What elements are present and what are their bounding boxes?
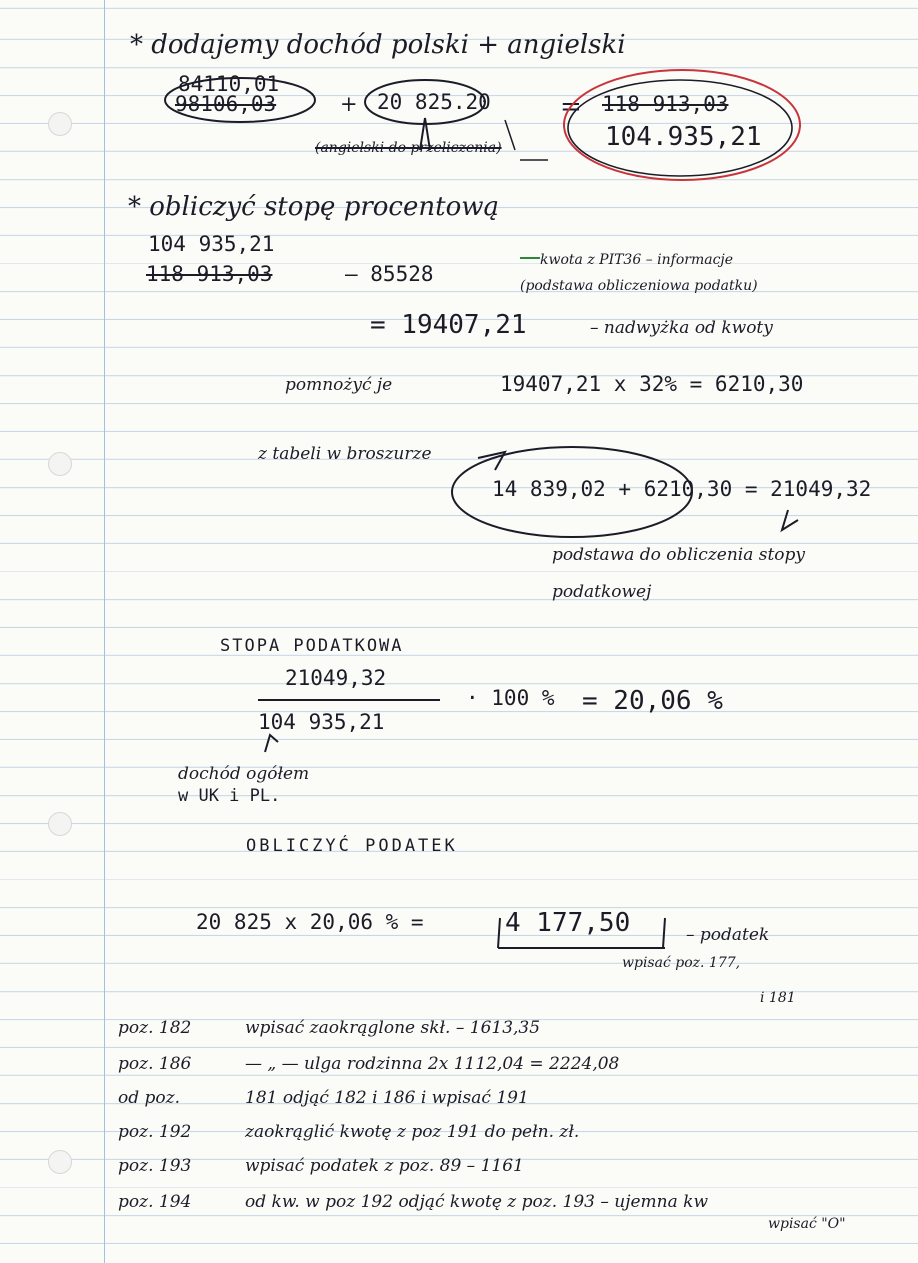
row-pos: poz. 186 bbox=[118, 1054, 192, 1074]
sum-value: 104.935,21 bbox=[605, 122, 762, 152]
pl-income-value: 84110,01 bbox=[178, 72, 280, 96]
fraction-multiplier: · 100 % bbox=[466, 686, 555, 710]
table-label: z tabeli w broszurze bbox=[258, 444, 432, 464]
punch-hole bbox=[48, 112, 72, 136]
row-text: 181 odjąć 182 i 186 i wpisać 191 bbox=[245, 1088, 529, 1108]
pl-income-struck: 98106,03 bbox=[175, 92, 277, 116]
row-pos: poz. 194 bbox=[118, 1192, 192, 1212]
down-arrow bbox=[782, 510, 798, 530]
row-text: zaokrąglić kwotę z poz 191 do pełn. zł. bbox=[245, 1122, 580, 1142]
rate-title: STOPA PODATKOWA bbox=[220, 636, 404, 656]
equals-sign: = bbox=[560, 92, 582, 122]
row-text: — „ — ulga rodzinna 2x 1112,04 = 2224,08 bbox=[245, 1054, 620, 1074]
sum-struck: 118 913,03 bbox=[602, 92, 729, 116]
income-note: dochód ogółem bbox=[178, 764, 310, 784]
tax-amount: 4 177,50 bbox=[505, 908, 631, 938]
surplus-value: = 19407,21 bbox=[370, 310, 527, 340]
tax-label: – podatek bbox=[686, 925, 770, 945]
calc-title: OBLICZYĆ PODATEK bbox=[246, 836, 458, 856]
income-note-2: w UK i PL. bbox=[178, 786, 281, 806]
rate-income-struck: 118 913,03 bbox=[146, 262, 273, 286]
row-text: od kw. w poz 192 odjąć kwotę z poz. 193 – ujemna kw bbox=[245, 1192, 709, 1212]
row-text: wpisać zaokrąglone skł. – 1613,35 bbox=[245, 1018, 541, 1038]
plus-sign: + bbox=[340, 92, 358, 116]
tax-calc: 20 825 x 20,06 % = bbox=[196, 910, 424, 934]
uk-income-note: (angielski do przeliczenia) bbox=[315, 140, 502, 156]
fraction-denominator: 104 935,21 bbox=[258, 710, 385, 734]
pit36-note-2: (podstawa obliczeniowa podatku) bbox=[520, 278, 758, 294]
pit36-note: kwota z PIT36 – informacje bbox=[540, 252, 734, 268]
base-note: podstawa do obliczenia stopy bbox=[552, 545, 806, 565]
multiply-label: pomnożyć je bbox=[285, 375, 393, 395]
denominator-arrow bbox=[265, 735, 278, 752]
uk-income-value: 20 825.20 bbox=[377, 90, 491, 114]
surplus-description: – nadwyżka od kwoty bbox=[590, 318, 773, 338]
heading-add-income: * dodajemy dochód polski + angielski bbox=[130, 30, 626, 60]
table-calc: 14 839,02 + 6210,30 = 21049,32 bbox=[492, 477, 872, 501]
pit36-amount: — 85528 bbox=[345, 262, 434, 286]
row-text: wpisać podatek z poz. 89 – 1161 bbox=[245, 1156, 524, 1176]
table-arrow bbox=[478, 452, 505, 470]
row-pos: od poz. bbox=[118, 1088, 180, 1108]
punch-hole bbox=[48, 1150, 72, 1174]
row-pos: poz. 193 bbox=[118, 1156, 192, 1176]
tax-where: wpisać poz. 177, bbox=[622, 955, 741, 971]
row-pos: poz. 182 bbox=[118, 1018, 192, 1038]
punch-hole bbox=[48, 452, 72, 476]
last-note: wpisać "O" bbox=[768, 1216, 846, 1232]
rate-income-value: 104 935,21 bbox=[148, 232, 275, 256]
multiply-calc: 19407,21 x 32% = 6210,30 bbox=[500, 372, 804, 396]
bracket bbox=[505, 120, 548, 160]
heading-rate: * obliczyć stopę procentową bbox=[128, 192, 499, 222]
punch-hole bbox=[48, 812, 72, 836]
tax-where-2: i 181 bbox=[760, 990, 796, 1006]
rate-result: = 20,06 % bbox=[582, 686, 723, 716]
row-pos: poz. 192 bbox=[118, 1122, 192, 1142]
base-note-2: podatkowej bbox=[552, 582, 652, 602]
fraction-numerator: 21049,32 bbox=[285, 666, 387, 690]
margin-line bbox=[104, 0, 105, 1263]
